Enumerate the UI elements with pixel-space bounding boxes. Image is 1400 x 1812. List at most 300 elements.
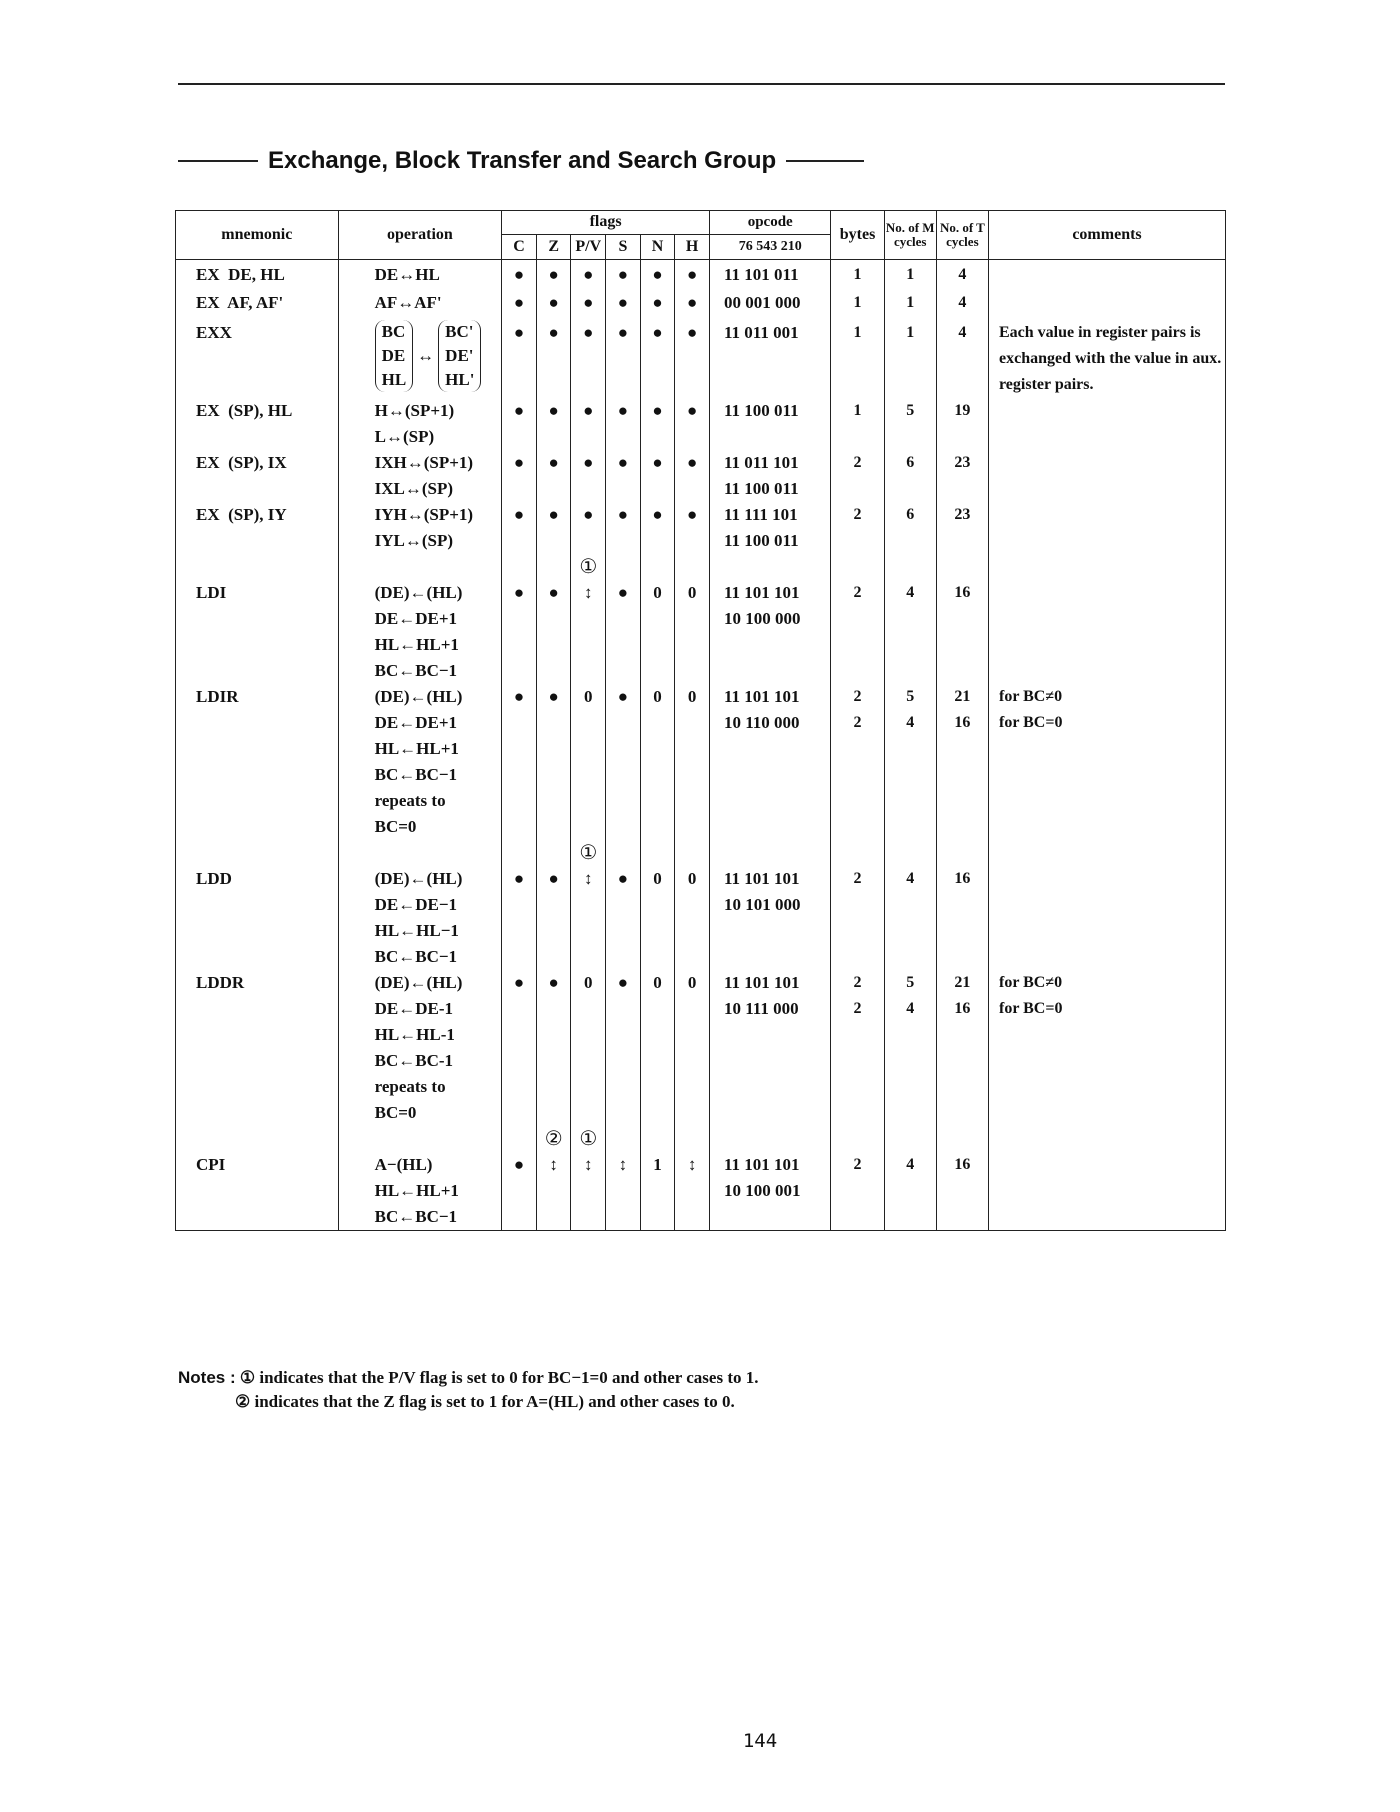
register-name: DE' <box>445 345 474 365</box>
flag-pv-cell: ● <box>571 320 606 398</box>
mnemonic-cell: EX (SP), IY <box>176 502 339 554</box>
operation-line: HL←HL−1 <box>374 920 459 940</box>
opcode-line: 10 100 001 <box>723 1180 801 1200</box>
opcode-cell <box>709 970 830 1126</box>
flag-s-cell: ● <box>606 970 641 1126</box>
operation-line: HL←HL-1 <box>374 1024 455 1044</box>
opcode-line: 11 101 101 <box>723 686 800 706</box>
operation-line: BC←BC−1 <box>374 764 458 784</box>
flag-c-cell: ● <box>502 580 537 684</box>
operation-line: IYL↔(SP) <box>374 530 454 550</box>
operation-line: repeats to <box>374 790 446 810</box>
header-m-cycles: No. of M cycles <box>884 211 936 260</box>
note-mark-cell <box>831 1126 884 1152</box>
header-comments: comments <box>988 211 1225 260</box>
flag-pv-cell: ● <box>571 290 606 320</box>
note-mark-cell <box>338 1126 502 1152</box>
register-name: DE <box>381 345 406 365</box>
bytes-cell-value: 2 <box>853 999 862 1017</box>
operation-cell <box>338 502 502 554</box>
flag-s-cell: ● <box>606 290 641 320</box>
opcode-cell <box>709 290 830 320</box>
flag-h-cell: 0 <box>675 684 710 840</box>
note-mark-cell <box>176 1126 339 1152</box>
opcode-line: 10 110 000 <box>723 712 800 732</box>
operation-line: DE←DE+1 <box>374 608 458 628</box>
opcode-line: 11 100 011 <box>723 530 799 550</box>
m-cycles-cell <box>884 260 936 290</box>
m-cycles-cell <box>884 502 936 554</box>
opcode-line: 10 100 000 <box>723 608 801 628</box>
t-cycles-cell <box>936 1152 988 1231</box>
flag-z-cell: ● <box>536 502 571 554</box>
flag-c-cell: ● <box>502 1152 537 1231</box>
table-row <box>176 290 1226 320</box>
note-mark-cell <box>640 554 675 580</box>
table-row <box>176 866 1226 970</box>
header-mnemonic: mnemonic <box>176 211 339 260</box>
note-mark-cell <box>176 554 339 580</box>
m-cycles-cell-value: 4 <box>906 999 915 1017</box>
t-cycles-cell <box>936 450 988 502</box>
opcode-cell <box>709 398 830 450</box>
opcode-cell <box>709 450 830 502</box>
t-cycles-cell-value: 21 <box>954 687 971 705</box>
note-mark-cell <box>502 554 537 580</box>
operation-line: repeats to <box>374 1076 446 1096</box>
operation-line: (DE)←(HL) <box>374 972 463 992</box>
bytes-cell-value: 2 <box>853 713 862 731</box>
flag-s-cell: ● <box>606 502 641 554</box>
operation-line: DE←DE-1 <box>374 998 454 1018</box>
t-cycles-cell-value: 23 <box>954 505 971 523</box>
operation-line: H↔(SP+1) <box>374 400 455 420</box>
t-cycles-cell <box>936 320 988 398</box>
note-mark-cell: ② <box>536 1126 571 1152</box>
m-cycles-cell-value: 5 <box>906 973 915 991</box>
flag-s-cell: ● <box>606 866 641 970</box>
flag-s-cell: ↕ <box>606 1152 641 1231</box>
comment-cell <box>988 290 1225 320</box>
m-cycles-cell-value: 6 <box>906 505 915 523</box>
operation-cell <box>338 580 502 684</box>
opcode-line: 10 111 000 <box>723 998 799 1018</box>
comment-cell <box>988 260 1225 290</box>
mnemonic-cell: LDDR <box>176 970 339 1126</box>
bytes-cell <box>831 450 884 502</box>
exx-main-registers <box>375 320 414 392</box>
flag-c-cell: ● <box>502 450 537 502</box>
note-mark-cell: ① <box>571 1126 606 1152</box>
header-flags: flags <box>502 211 710 235</box>
table-row <box>176 450 1226 502</box>
flag-pv-cell: ● <box>571 502 606 554</box>
m-cycles-cell <box>884 580 936 684</box>
note-mark-cell <box>936 840 988 866</box>
operation-cell <box>338 866 502 970</box>
header-opcode: opcode <box>709 211 830 235</box>
flag-h-cell: ● <box>675 450 710 502</box>
note-mark-cell <box>606 1126 641 1152</box>
opcode-cell <box>709 502 830 554</box>
note-mark-cell <box>675 840 710 866</box>
note-mark-cell <box>606 840 641 866</box>
opcode-cell <box>709 1152 830 1231</box>
register-name: BC <box>381 321 406 341</box>
operation-cell <box>338 260 502 290</box>
bytes-cell <box>831 398 884 450</box>
operation-line: (DE)←(HL) <box>374 686 463 706</box>
bytes-cell <box>831 1152 884 1231</box>
m-cycles-cell-value: 1 <box>906 266 915 283</box>
bytes-cell <box>831 970 884 1126</box>
opcode-line: 00 001 000 <box>723 292 801 312</box>
mnemonic-cell: EX (SP), HL <box>176 398 339 450</box>
operation-line: DE↔HL <box>374 265 440 284</box>
m-cycles-cell <box>884 1152 936 1231</box>
note-mark-cell <box>536 840 571 866</box>
operation-cell <box>338 450 502 502</box>
note-mark-cell <box>831 554 884 580</box>
mnemonic-cell: CPI <box>176 1152 339 1231</box>
operation-line: IYH↔(SP+1) <box>374 504 474 524</box>
operation-cell <box>338 970 502 1126</box>
flag-n-cell: ● <box>640 502 675 554</box>
table-row <box>176 320 1226 398</box>
table-row <box>176 398 1226 450</box>
flag-n-cell: 0 <box>640 866 675 970</box>
page-number: 144 <box>742 1730 778 1752</box>
t-cycles-cell-value: 4 <box>958 323 967 341</box>
flag-h-cell: ↕ <box>675 1152 710 1231</box>
t-cycles-cell <box>936 580 988 684</box>
note-mark-row <box>176 840 1226 866</box>
note-mark-cell <box>936 554 988 580</box>
m-cycles-cell-value: 4 <box>906 869 915 887</box>
flag-pv-cell: 0 <box>571 684 606 840</box>
flag-c-cell: ● <box>502 970 537 1126</box>
flag-s-cell: ● <box>606 580 641 684</box>
flag-c-cell: ● <box>502 502 537 554</box>
flag-h-cell: ● <box>675 260 710 290</box>
header-t-cycles: No. of T cycles <box>936 211 988 260</box>
opcode-line: 11 100 011 <box>723 478 799 498</box>
exx-exchange <box>375 320 502 392</box>
table-row <box>176 502 1226 554</box>
operation-cell <box>338 1152 502 1231</box>
flag-z-cell: ● <box>536 684 571 840</box>
flag-n-cell: ● <box>640 450 675 502</box>
table-row <box>176 684 1226 840</box>
note-mark-cell <box>884 554 936 580</box>
comment-cell <box>988 580 1225 684</box>
m-cycles-cell-value: 1 <box>906 293 915 311</box>
opcode-cell <box>709 866 830 970</box>
note-mark-row <box>176 1126 1226 1152</box>
note-mark-cell <box>884 1126 936 1152</box>
operation-line: HL←HL+1 <box>374 1180 459 1200</box>
t-cycles-cell-value: 19 <box>954 401 971 419</box>
bytes-cell-value: 2 <box>853 583 862 601</box>
opcode-line: 11 101 101 <box>723 868 800 888</box>
flag-h-cell: ● <box>675 502 710 554</box>
m-cycles-cell-value: 5 <box>906 401 915 419</box>
flag-c-cell: ● <box>502 290 537 320</box>
operation-line: IXL↔(SP) <box>374 478 454 498</box>
flag-h-cell: ● <box>675 320 710 398</box>
operation-cell <box>338 398 502 450</box>
note-mark-cell <box>338 840 502 866</box>
bytes-cell-value: 1 <box>853 293 862 311</box>
flag-pv-cell: ↕ <box>571 866 606 970</box>
note-mark-cell <box>502 840 537 866</box>
exx-aux-registers <box>438 320 481 392</box>
note-mark-cell <box>988 554 1225 580</box>
note-mark-cell <box>988 840 1225 866</box>
operation-line: HL←HL+1 <box>374 738 459 758</box>
flag-h-cell: 0 <box>675 866 710 970</box>
header-operation: operation <box>338 211 502 260</box>
flag-header-n: N <box>640 235 675 260</box>
operation-line: DE←DE+1 <box>374 712 458 732</box>
m-cycles-cell-value: 6 <box>906 453 915 471</box>
flag-header-pv: P/V <box>571 235 606 260</box>
comment-cell <box>988 450 1225 502</box>
note-mark-cell <box>884 840 936 866</box>
operation-line: BC←BC−1 <box>374 946 458 966</box>
note-mark-cell <box>338 554 502 580</box>
opcode-line: 10 101 000 <box>723 894 801 914</box>
bytes-cell <box>831 684 884 840</box>
t-cycles-cell <box>936 502 988 554</box>
operation-line: BC=0 <box>374 1102 417 1122</box>
note-mark-cell <box>709 554 830 580</box>
operation-line: BC←BC−1 <box>374 1206 458 1226</box>
flag-z-cell: ● <box>536 260 571 290</box>
bytes-cell-value: 1 <box>853 266 862 283</box>
header-bytes: bytes <box>831 211 884 260</box>
bytes-cell-value: 1 <box>853 401 862 419</box>
flag-pv-cell: ● <box>571 398 606 450</box>
note-mark-cell <box>709 840 830 866</box>
comment-cell: Each value in register pairs is exchanged with the value in aux. register pairs. <box>988 320 1225 398</box>
operation-line: L↔(SP) <box>374 426 435 446</box>
flag-z-cell: ↕ <box>536 1152 571 1231</box>
flag-h-cell: 0 <box>675 580 710 684</box>
operation-cell <box>338 320 502 398</box>
flag-z-cell: ● <box>536 580 571 684</box>
opcode-line: 11 100 011 <box>723 400 799 420</box>
bytes-cell-value: 2 <box>853 973 862 991</box>
note-mark-cell: ① <box>571 554 606 580</box>
m-cycles-cell-value: 4 <box>906 583 915 601</box>
note-mark-cell <box>606 554 641 580</box>
m-cycles-cell <box>884 290 936 320</box>
instruction-table <box>175 210 1226 1231</box>
comment-cell <box>988 1152 1225 1231</box>
note-mark-cell <box>675 554 710 580</box>
opcode-line: 11 101 101 <box>723 582 800 602</box>
section-title <box>178 146 864 176</box>
exchange-arrow-icon: ↔ <box>417 345 435 365</box>
flag-c-cell: ● <box>502 866 537 970</box>
m-cycles-cell-value: 4 <box>906 713 915 731</box>
operation-line: (DE)←(HL) <box>374 868 463 888</box>
flag-z-cell: ● <box>536 866 571 970</box>
opcode-cell <box>709 260 830 290</box>
table-body <box>176 260 1226 1231</box>
bytes-cell-value: 2 <box>853 505 862 523</box>
mnemonic-cell: EXX <box>176 320 339 398</box>
table-row <box>176 1152 1226 1231</box>
opcode-line: 11 111 101 <box>723 504 798 524</box>
m-cycles-cell <box>884 320 936 398</box>
table-row <box>176 260 1226 290</box>
t-cycles-cell <box>936 290 988 320</box>
t-cycles-cell <box>936 970 988 1126</box>
operation-line: IXH↔(SP+1) <box>374 452 474 472</box>
t-cycles-cell-value: 16 <box>954 1155 971 1173</box>
m-cycles-cell-value: 5 <box>906 687 915 705</box>
operation-line: A−(HL) <box>374 1154 433 1174</box>
flag-h-cell: ● <box>675 398 710 450</box>
flag-n-cell: 1 <box>640 1152 675 1231</box>
bytes-cell <box>831 290 884 320</box>
operation-cell <box>338 290 502 320</box>
operation-line: BC=0 <box>374 816 417 836</box>
title-text: Exchange, Block Transfer and Search Group <box>268 147 777 174</box>
flag-n-cell: ● <box>640 320 675 398</box>
note-mark-cell <box>988 1126 1225 1152</box>
t-cycles-cell <box>936 684 988 840</box>
bytes-cell-value: 1 <box>853 323 862 341</box>
m-cycles-cell <box>884 866 936 970</box>
m-cycles-cell-value: 4 <box>906 1155 915 1173</box>
register-name: BC' <box>445 321 474 341</box>
table-row <box>176 970 1226 1126</box>
flag-pv-cell: ● <box>571 260 606 290</box>
notes <box>178 1366 759 1414</box>
flag-pv-cell: ● <box>571 450 606 502</box>
t-cycles-cell-value: 4 <box>958 266 967 283</box>
note-mark-cell: ① <box>571 840 606 866</box>
operation-line: AF↔AF' <box>374 292 442 312</box>
m-cycles-cell <box>884 398 936 450</box>
note-mark-cell <box>936 1126 988 1152</box>
comment-cell: for BC≠0 for BC=0 <box>988 684 1225 840</box>
m-cycles-cell <box>884 684 936 840</box>
header-opcode-bits: 76 543 210 <box>709 235 830 260</box>
operation-line: BC←BC-1 <box>374 1050 454 1070</box>
t-cycles-cell-value: 16 <box>954 583 971 601</box>
t-cycles-cell-value: 16 <box>954 999 971 1017</box>
opcode-line: 11 101 011 <box>723 265 799 284</box>
note-mark-cell <box>709 1126 830 1152</box>
notes-label: Notes : <box>178 1368 236 1387</box>
bytes-cell-value: 2 <box>853 869 862 887</box>
t-cycles-cell-value: 23 <box>954 453 971 471</box>
flag-n-cell: 0 <box>640 970 675 1126</box>
flag-s-cell: ● <box>606 260 641 290</box>
flag-header-s: S <box>606 235 641 260</box>
top-rule <box>178 83 1225 85</box>
flag-n-cell: 0 <box>640 580 675 684</box>
register-name: HL' <box>445 369 475 389</box>
flag-z-cell: ● <box>536 398 571 450</box>
bytes-cell <box>831 320 884 398</box>
operation-line: BC←BC−1 <box>374 660 458 680</box>
flag-s-cell: ● <box>606 320 641 398</box>
operation-line: DE←DE−1 <box>374 894 458 914</box>
mnemonic-cell: LDD <box>176 866 339 970</box>
m-cycles-cell <box>884 450 936 502</box>
comment-cell <box>988 866 1225 970</box>
mnemonic-cell: EX (SP), IX <box>176 450 339 502</box>
flag-pv-cell: ↕ <box>571 1152 606 1231</box>
note-mark-cell <box>536 554 571 580</box>
t-cycles-cell <box>936 260 988 290</box>
opcode-cell <box>709 320 830 398</box>
flag-pv-cell: 0 <box>571 970 606 1126</box>
m-cycles-cell <box>884 970 936 1126</box>
t-cycles-cell-value: 21 <box>954 973 971 991</box>
t-cycles-cell <box>936 866 988 970</box>
bytes-cell <box>831 260 884 290</box>
flag-n-cell: ● <box>640 290 675 320</box>
flag-h-cell: 0 <box>675 970 710 1126</box>
opcode-line: 11 011 001 <box>723 322 799 342</box>
flag-c-cell: ● <box>502 260 537 290</box>
mnemonic-cell: EX AF, AF' <box>176 290 339 320</box>
mnemonic-cell: LDI <box>176 580 339 684</box>
opcode-line: 11 101 101 <box>723 1154 800 1174</box>
flag-h-cell: ● <box>675 290 710 320</box>
mnemonic-cell: LDIR <box>176 684 339 840</box>
operation-line: (DE)←(HL) <box>374 582 463 602</box>
operation-line: HL←HL+1 <box>374 634 459 654</box>
title-dash-left <box>178 160 258 162</box>
t-cycles-cell-value: 16 <box>954 713 971 731</box>
flag-n-cell: 0 <box>640 684 675 840</box>
table-row <box>176 580 1226 684</box>
title-dash-right <box>786 160 864 162</box>
flag-s-cell: ● <box>606 450 641 502</box>
bytes-cell <box>831 502 884 554</box>
opcode-cell <box>709 684 830 840</box>
opcode-line: 11 101 101 <box>723 972 800 992</box>
opcode-line: 11 011 101 <box>723 452 799 472</box>
bytes-cell <box>831 580 884 684</box>
flag-pv-cell: ↕ <box>571 580 606 684</box>
bytes-cell-value: 2 <box>853 1155 862 1173</box>
flag-s-cell: ● <box>606 398 641 450</box>
t-cycles-cell-value: 4 <box>958 293 967 311</box>
note-2: ② indicates that the Z flag is set to 1 for A=(HL) and other cases to 0. <box>235 1392 735 1411</box>
flag-n-cell: ● <box>640 260 675 290</box>
note-1: ① indicates that the P/V flag is set to 0 for BC−1=0 and other cases to 1. <box>239 1368 759 1387</box>
flag-c-cell: ● <box>502 684 537 840</box>
mnemonic-cell: EX DE, HL <box>176 260 339 290</box>
bytes-cell <box>831 866 884 970</box>
bytes-cell-value: 2 <box>853 687 862 705</box>
opcode-cell <box>709 580 830 684</box>
comment-cell <box>988 398 1225 450</box>
flag-z-cell: ● <box>536 320 571 398</box>
flag-c-cell: ● <box>502 398 537 450</box>
t-cycles-cell-value: 16 <box>954 869 971 887</box>
flag-s-cell: ● <box>606 684 641 840</box>
t-cycles-cell <box>936 398 988 450</box>
